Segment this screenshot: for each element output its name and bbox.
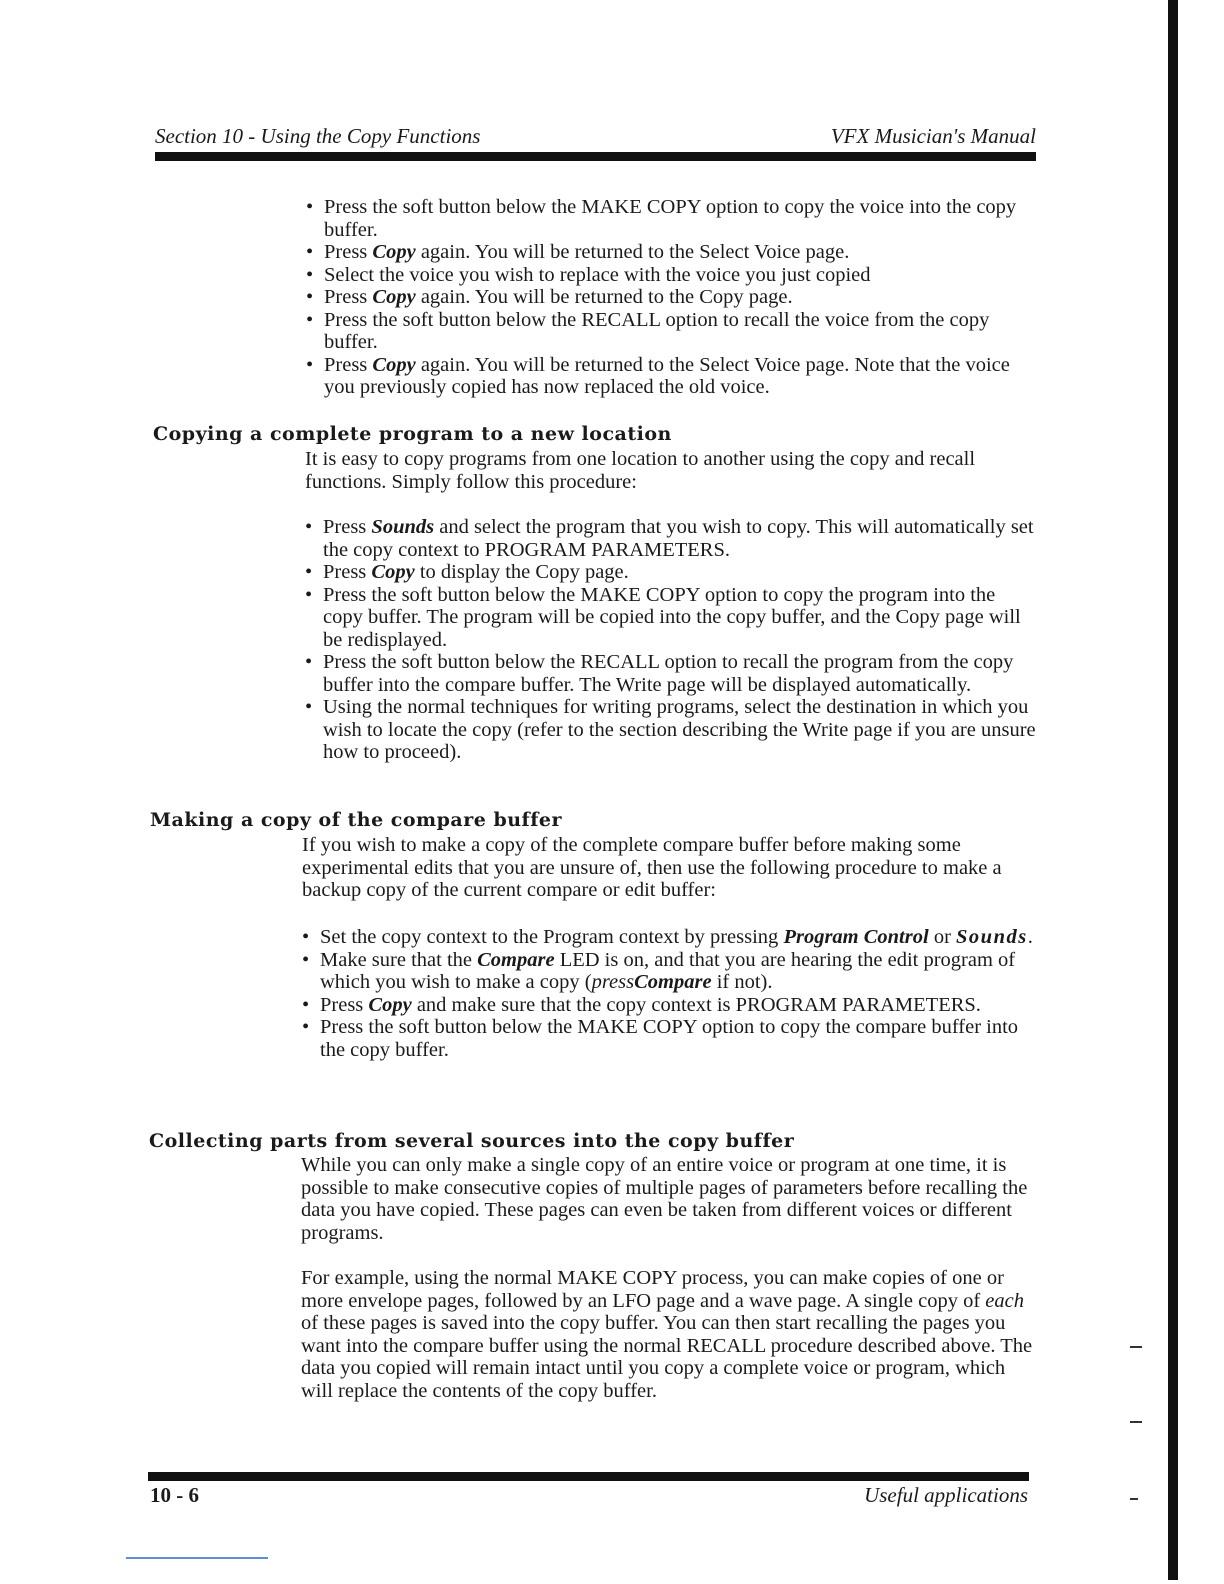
list-item: • Press the soft button below the MAKE COPY option to copy the voice into the copy buffer. [306, 196, 1036, 241]
list-item: • Press the soft button below the RECALL option to recall the voice from the copy buffer. [306, 309, 1036, 354]
list-item: • Make sure that the Compare LED is on, and that you are hearing the edit program of which you wish to make a copy (pressCompare if not). [302, 949, 1037, 994]
list-item: • Press the soft button below the RECALL option to recall the program from the copy buffer into the compare buffer. The Write page will be displayed automatically. [305, 651, 1040, 696]
list-item: • Press Copy to display the Copy page. [305, 561, 1040, 584]
section-heading-collecting-parts: Collecting parts from several sources into the copy buffer [149, 1130, 795, 1152]
section1-bullet-list [305, 516, 1040, 764]
list-item: • Press Copy again. You will be returned to the Select Voice page. Note that the voice you previously copied has now replaced the old voice. [306, 354, 1036, 399]
list-item: • Press the soft button below the MAKE COPY option to copy the program into the copy buffer. The program will be copied into the copy buffer, and the Copy page will be redisplayed. [305, 584, 1040, 652]
list-item: • Press Copy again. You will be returned to the Select Voice page. [306, 241, 1036, 264]
section-heading-compare-buffer: Making a copy of the compare buffer [150, 809, 563, 831]
margin-tick [1130, 1346, 1142, 1348]
section1-intro: It is easy to copy programs from one location to another using the copy and recall functions. Simply follow this procedure: [305, 448, 976, 493]
list-item: • Press Sounds and select the program that you wish to copy. This will automatically set the copy context to PROGRAM PARAMETERS. [305, 516, 1040, 561]
page-edge-bar [1168, 0, 1178, 1580]
header-section-title: Section 10 - Using the Copy Functions [155, 124, 481, 148]
intro-bullet-list [306, 196, 1036, 399]
section3-para1: While you can only make a single copy of an entire voice or program at one time, it is possible to make consecutive copies of multiple pages of parameters before recalling the data you have copied. These pages can even be taken from different voices or different programs. [301, 1154, 1028, 1244]
footer-chapter-title: Useful applications [864, 1483, 1028, 1507]
section2-bullet-list [302, 926, 1037, 1061]
list-item: • Press the soft button below the MAKE COPY option to copy the compare buffer into the copy buffer. [302, 1016, 1037, 1061]
section-heading-copying-program: Copying a complete program to a new location [153, 423, 672, 445]
header-manual-title: VFX Musician's Manual [830, 124, 1036, 148]
list-item: • Press Copy and make sure that the copy context is PROGRAM PARAMETERS. [302, 994, 1037, 1017]
list-item: • Using the normal techniques for writing programs, select the destination in which you wish to locate the copy (refer to the section describing the Write page if you are unsure how to proceed). [305, 696, 1040, 764]
section2-intro: If you wish to make a copy of the complete compare buffer before making some experimental edits that you are unsure of, then use the following procedure to make a backup copy of the current compare or edit buffer: [302, 834, 1002, 901]
page-number: 10 - 6 [150, 1483, 199, 1507]
list-item: • Press Copy again. You will be returned to the Copy page. [306, 286, 1036, 309]
margin-tick [1130, 1498, 1138, 1500]
list-item: • Set the copy context to the Program context by pressing Program Control or Sounds. [302, 926, 1037, 949]
list-item: • Select the voice you wish to replace with the voice you just copied [306, 264, 1036, 287]
scan-artifact-line [126, 1557, 268, 1559]
bottom-rule [148, 1472, 1029, 1481]
margin-tick [1130, 1421, 1142, 1423]
section3-para2: For example, using the normal MAKE COPY process, you can make copies of one or more envelope pages, followed by an LFO page and a wave page. A single copy of each of these pages is saved into the copy buffer. You can then start recalling the pages you want into the compare buffer using the normal RECALL procedure described above. The data you copied will remain intact until you copy a complete voice or program, which will replace the contents of the copy buffer. [301, 1267, 1033, 1402]
top-rule [155, 152, 1036, 161]
